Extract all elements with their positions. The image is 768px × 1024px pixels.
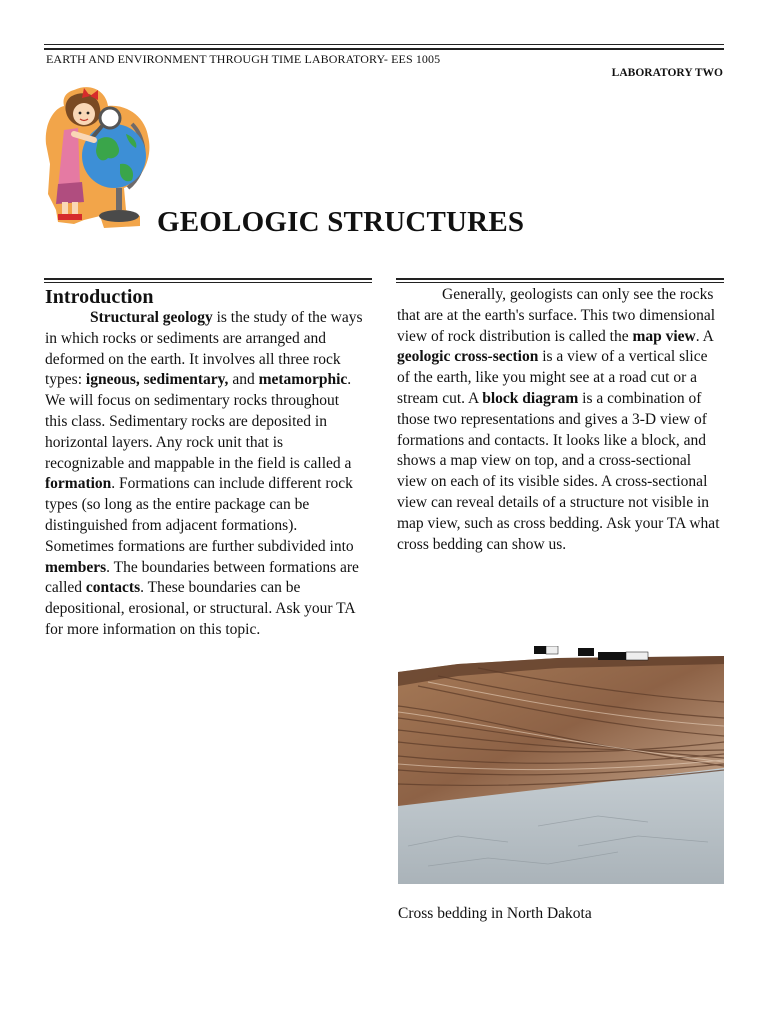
key-term: geologic cross-section	[397, 348, 539, 366]
right-column-rule	[396, 278, 724, 280]
body-text: Generally, geologists can only see the rocks that are at the earth's surface. This two dimensional view of rock distribution is called the	[397, 286, 715, 345]
introduction-heading: Introduction	[45, 286, 154, 308]
key-term: map view	[632, 327, 696, 345]
introduction-paragraph	[45, 308, 365, 641]
key-term: metamorphic	[258, 371, 348, 389]
body-text: . The boundaries between formations are called	[45, 558, 359, 597]
photo-caption: Cross bedding in North Dakota	[398, 905, 592, 922]
body-text: is a combination of those two representations and gives a 3-D view of formations and contacts. It looks like a block, and shows a map view on top, and a cross-sectional view on each of its visible sides. A cross-sectional view can reveal details of a structure not visible in map view, such as cross bedding. Ask your TA what cross bedding can show us.	[397, 389, 720, 553]
body-text: . A	[695, 327, 713, 345]
body-text: . Formations can include different rock types (so long as the entire package can be distinguished from adjacent formations). Sometimes formations are further subdivided into	[45, 475, 354, 555]
key-term: members	[45, 558, 107, 576]
body-text: . We will focus on sedimentary rocks throughout this class. Sedimentary rocks are deposited in horizontal layers. Any rock unit that is recognizable and mappable in the field is called a	[45, 371, 352, 472]
body-text: is a view of a vertical slice of the earth, like you might see at a road cut or a stream cut. A	[397, 348, 708, 407]
girl-with-globe-icon	[44, 84, 160, 232]
page-title: GEOLOGIC STRUCTURES	[157, 206, 525, 238]
key-term: igneous, sedimentary,	[85, 371, 229, 389]
views-column	[397, 285, 724, 555]
cross-bedding-photo	[398, 646, 724, 884]
key-term: formation	[45, 475, 112, 493]
header-rule-thick	[44, 48, 724, 50]
body-text: is the study of the ways in which rocks or sediments are arranged and deformed on the earth. It involves all three rock types:	[45, 309, 363, 389]
course-header: EARTH AND ENVIRONMENT THROUGH TIME LABORATORY- EES 1005	[46, 52, 441, 66]
views-paragraph	[397, 285, 724, 555]
introduction-column	[45, 286, 365, 641]
key-term: Structural geology	[90, 309, 213, 326]
body-text: . These boundaries can be depositional, erosional, or structural. Ask your TA for more information on this topic.	[45, 579, 355, 638]
key-term: block diagram	[482, 389, 579, 407]
left-column-rule	[44, 278, 372, 280]
header-rule-thin	[44, 44, 724, 45]
key-term: contacts	[85, 579, 141, 597]
lab-number: LABORATORY TWO	[611, 67, 723, 79]
body-text: and	[228, 371, 259, 389]
